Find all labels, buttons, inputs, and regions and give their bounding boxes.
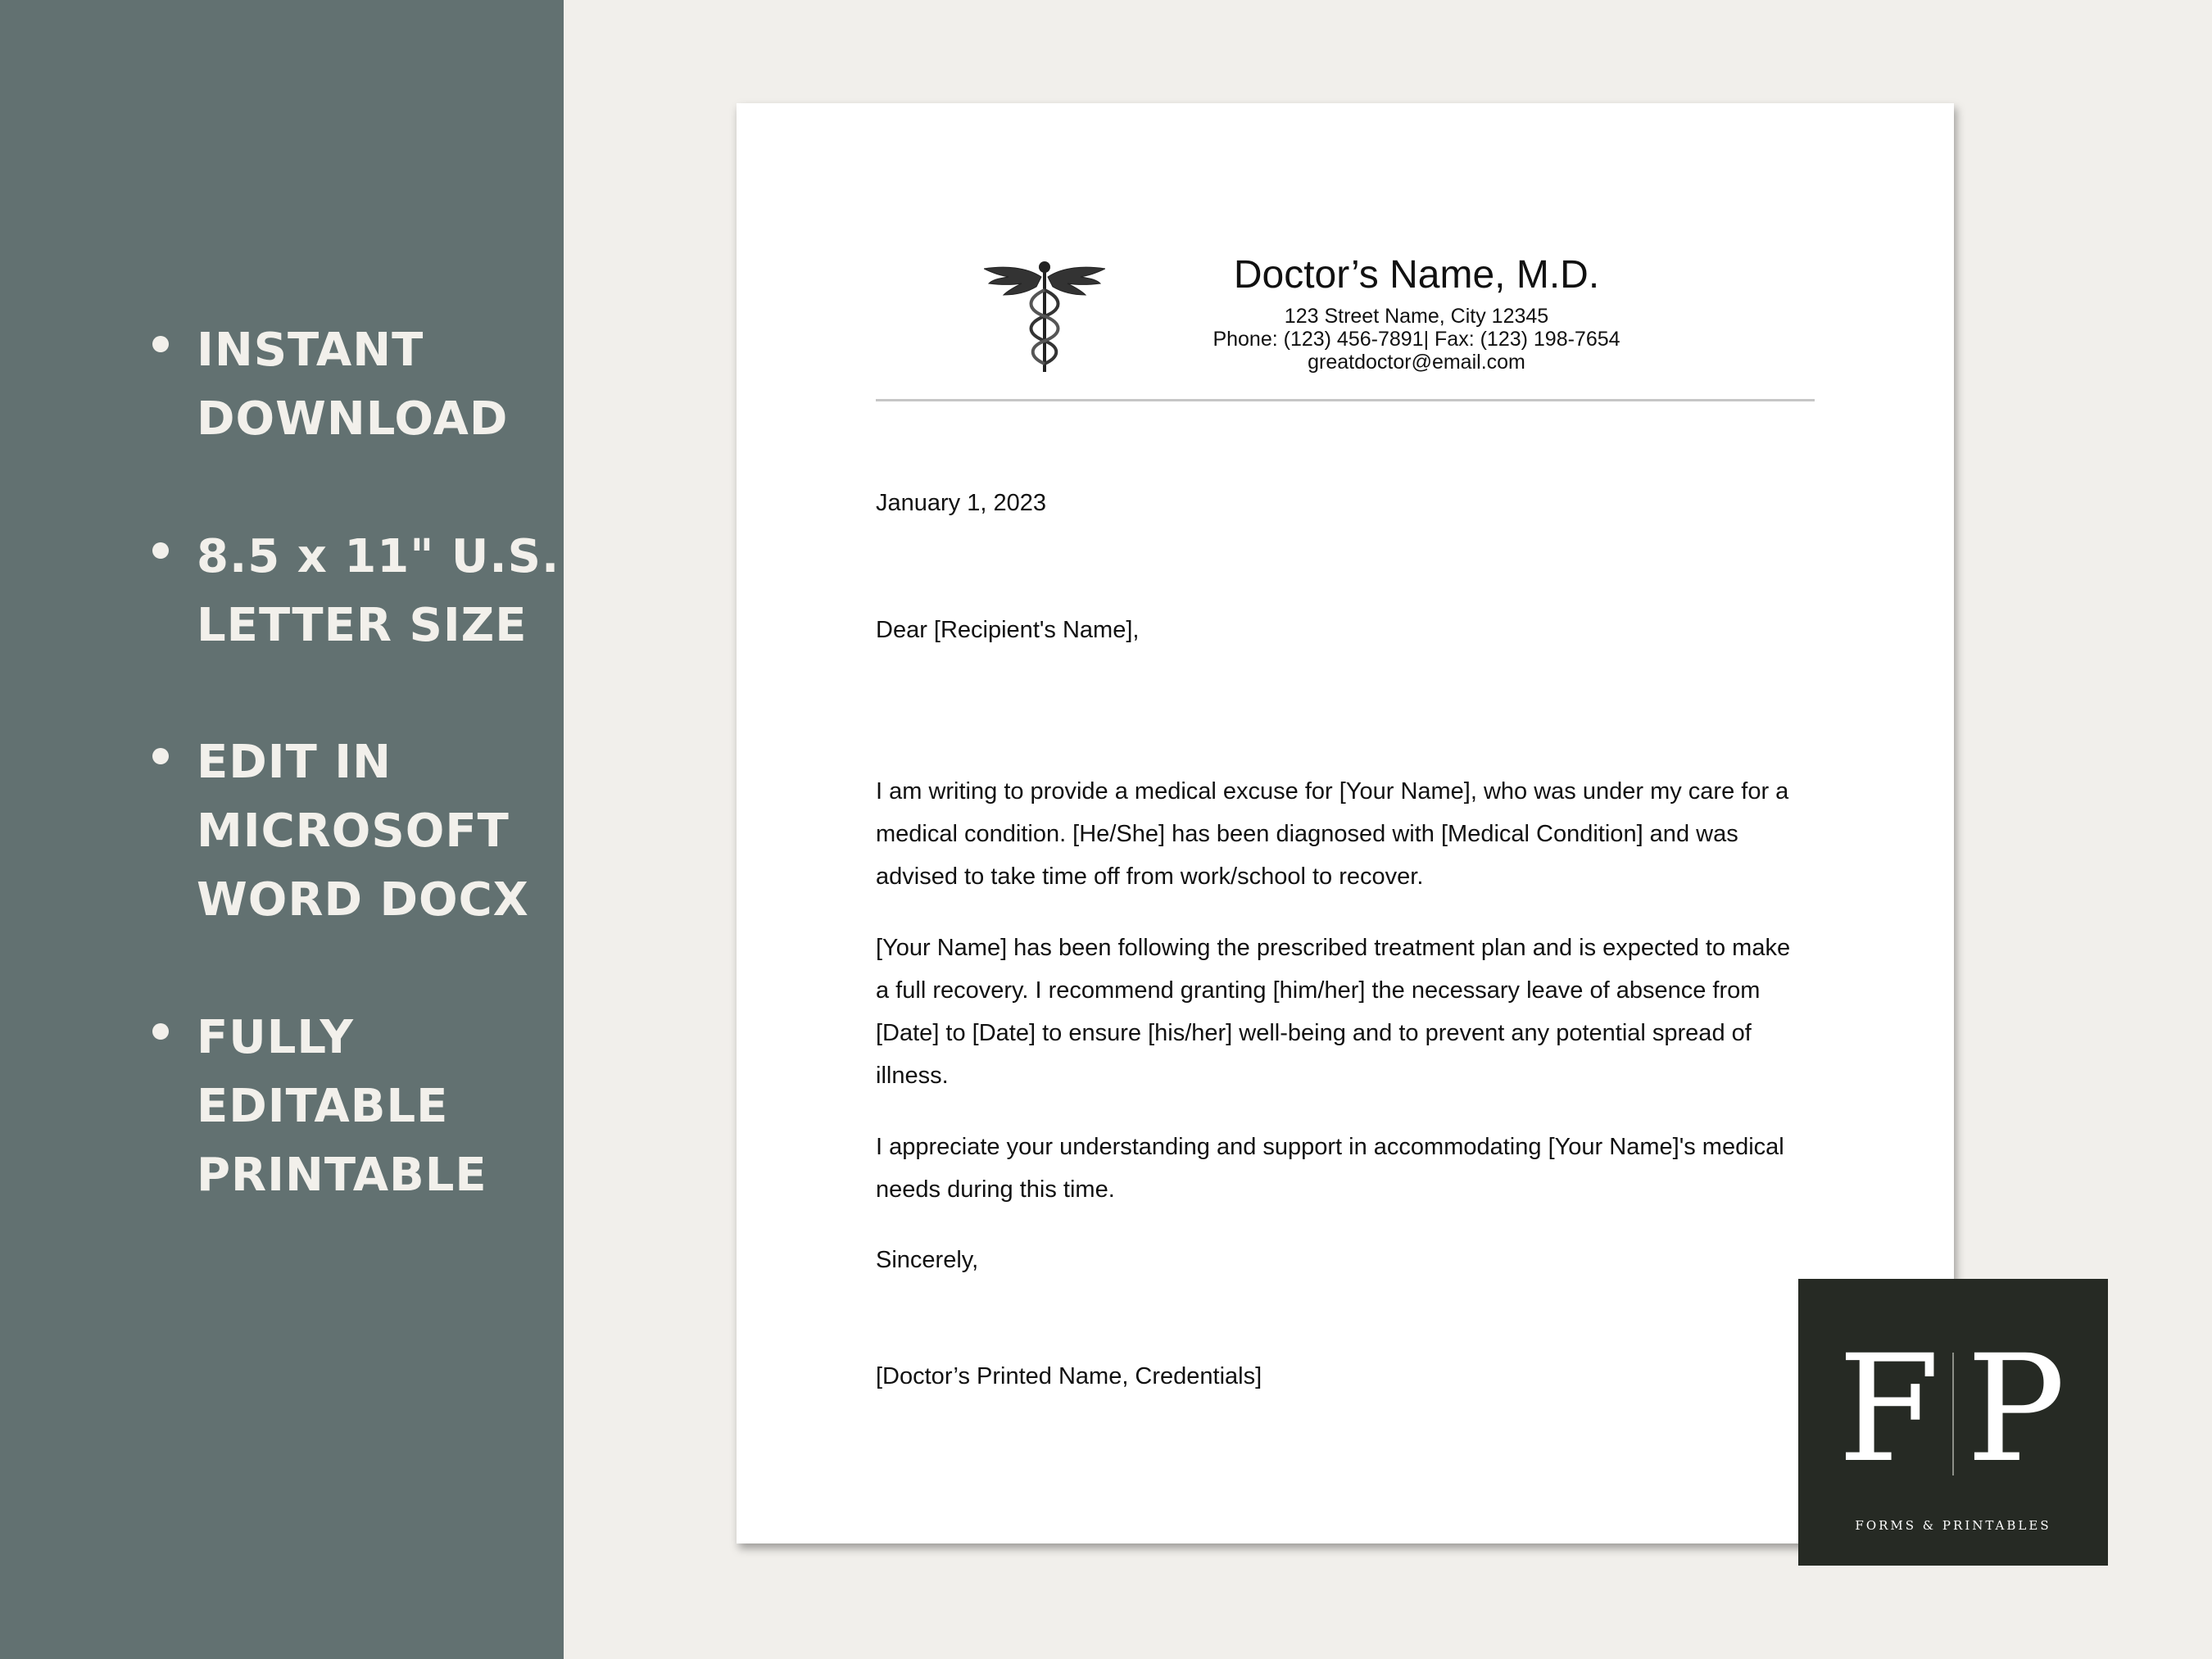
letter-page (737, 103, 1954, 1543)
paragraph-line: I am writing to provide a medical excuse for [Your Name], who was under my care for a (876, 778, 1789, 805)
feature-line: EDITABLE (197, 1080, 449, 1133)
doctor-name: Doctor’s Name, M.D. (1233, 253, 1600, 297)
letter-date: January 1, 2023 (876, 490, 1046, 516)
bullet-icon (152, 336, 169, 352)
feature-line: WORD DOCX (197, 873, 529, 927)
letterhead-divider (876, 399, 1815, 401)
feature-line: MICROSOFT (197, 805, 510, 858)
feature-line: LETTER SIZE (197, 599, 528, 652)
feature-line: EDIT IN (197, 736, 392, 789)
feature-list (0, 0, 564, 1659)
paragraph-line: illness. (876, 1063, 949, 1089)
feature-line: INSTANT (197, 324, 424, 377)
feature-line: PRINTABLE (197, 1149, 487, 1202)
logo-divider (1952, 1353, 1954, 1475)
bullet-icon (152, 1023, 169, 1040)
paragraph-line: [Your Name] has been following the prescribed treatment plan and is expected to make (876, 935, 1791, 961)
paragraph-line: medical condition. [He/She] has been diagnosed with [Medical Condition] and was (876, 821, 1738, 847)
feature-item-letter-size (152, 523, 560, 660)
paragraph-line: a full recovery. I recommend granting [him/her] the necessary leave of absence from (876, 977, 1761, 1004)
logo-caption: FORMS & PRINTABLES (1855, 1518, 2051, 1533)
paragraph-1 (876, 770, 1826, 898)
paragraph-line: advised to take time off from work/school to recover. (876, 863, 1424, 890)
email-line: greatdoctor@email.com (1308, 351, 1525, 374)
letterhead (1089, 249, 1744, 374)
sidebar-panel (0, 0, 564, 1659)
logo-letter-f: F (1838, 1324, 1940, 1495)
feature-item-edit-in-word (152, 728, 546, 935)
logo-letter-p: P (1966, 1324, 2066, 1495)
signature-line: [Doctor’s Printed Name, Credentials] (876, 1363, 1262, 1389)
feature-line: FULLY (197, 1011, 354, 1064)
feature-item-fully-editable (152, 1004, 546, 1210)
paragraph-line: [Date] to [Date] to ensure [his/her] well-being and to prevent any potential spread of (876, 1020, 1752, 1046)
paragraph-2 (876, 927, 1826, 1097)
closing: Sincerely, (876, 1247, 979, 1273)
salutation: Dear [Recipient's Name], (876, 617, 1140, 643)
address-line: 123 Street Name, City 12345 (1284, 305, 1549, 328)
paragraph-line: I appreciate your understanding and support in accommodating [Your Name]'s medical (876, 1134, 1784, 1160)
bullet-icon (152, 542, 169, 559)
phone-fax-line: Phone: (123) 456-7891| Fax: (123) 198-7654 (1213, 328, 1620, 351)
brand-logo (1798, 1279, 2108, 1566)
caduceus-icon (984, 259, 1105, 374)
feature-line: DOWNLOAD (197, 392, 509, 446)
feature-line: 8.5 x 11" U.S. (197, 530, 560, 583)
bullet-icon (152, 748, 169, 764)
paragraph-line: needs during this time. (876, 1176, 1115, 1203)
paragraph-3 (876, 1126, 1826, 1211)
feature-item-instant-download (152, 316, 546, 454)
